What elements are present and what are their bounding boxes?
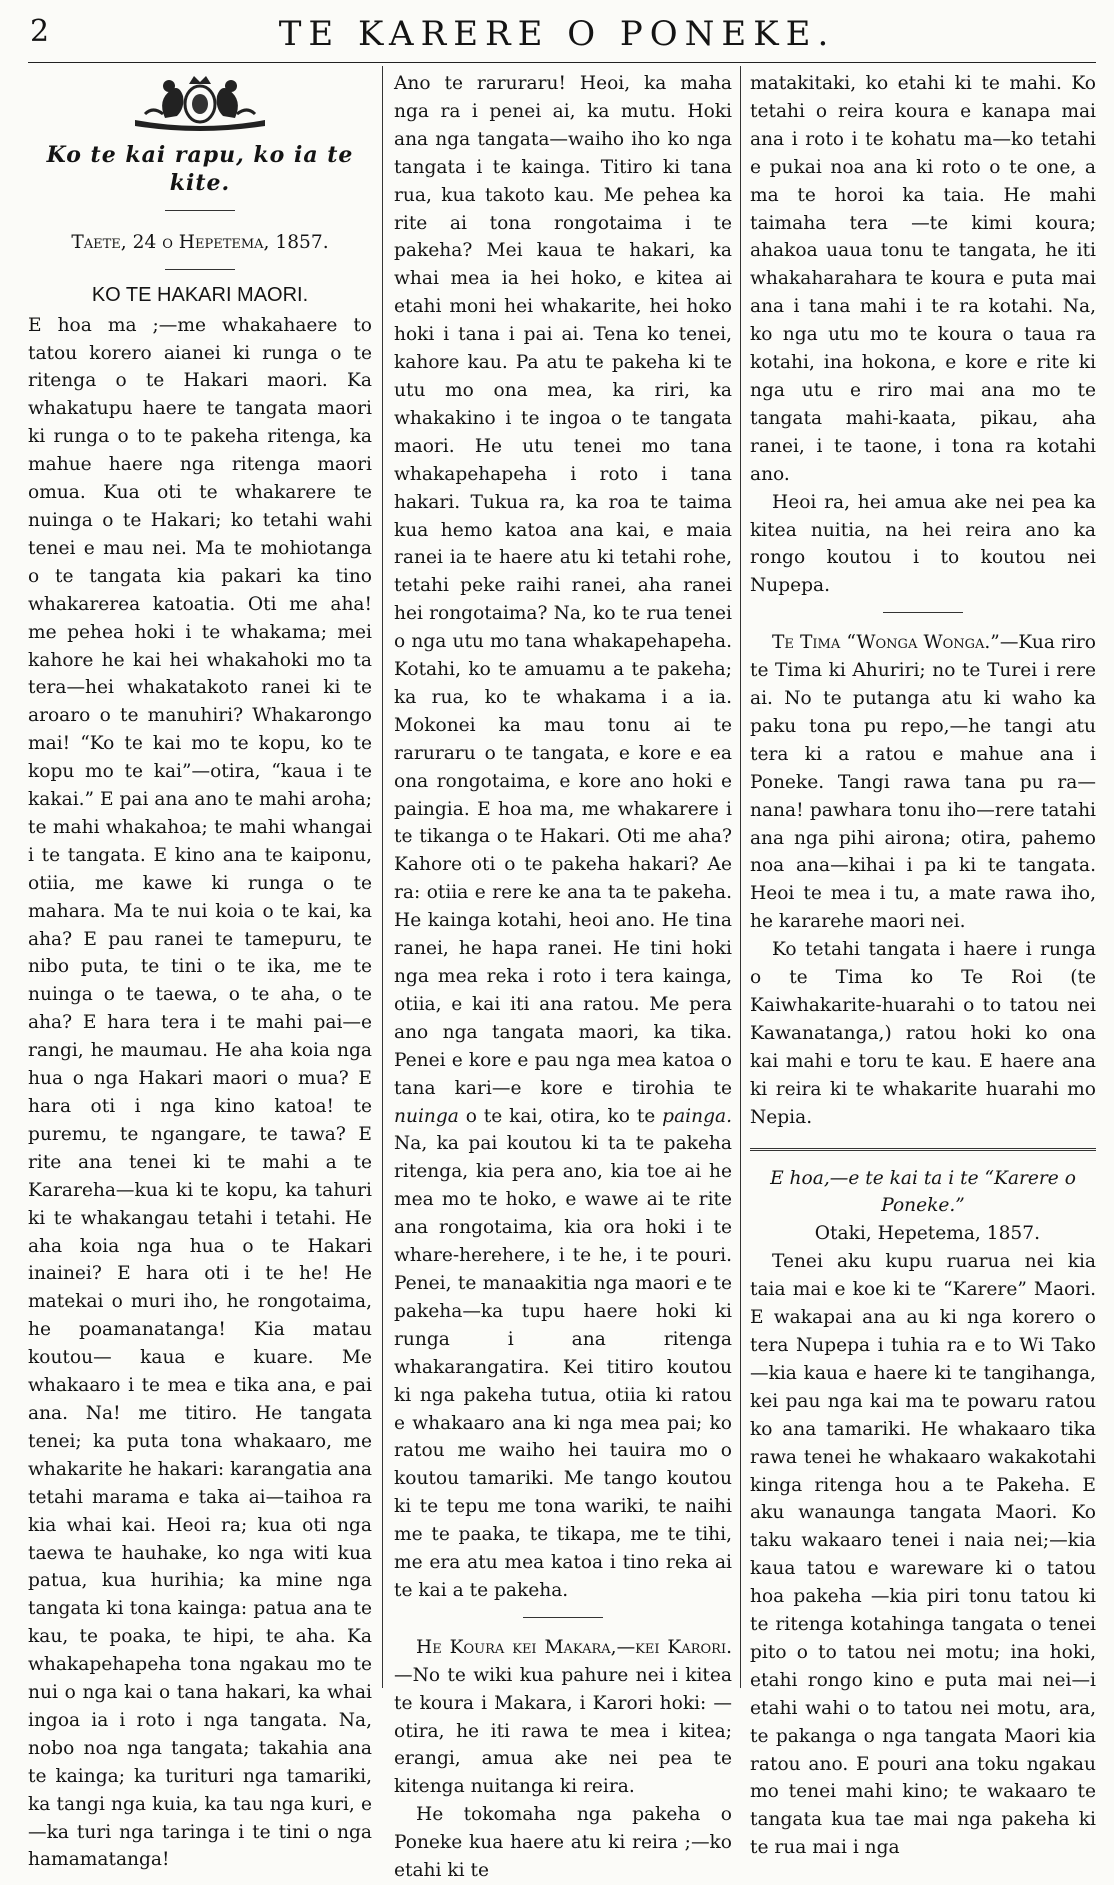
page-number: 2 (30, 14, 50, 49)
paragraph: Heoi ra, hei amua ake nei pea ka kitea nuitia, na hei reira ano ka rongo koutou i to koutou nei Nupepa. (750, 491, 1096, 597)
news-item-steamer (750, 629, 1096, 936)
paragraph: He tokomaha nga pakeha o Poneke kua haere atu ki reira ;—ko etahi ki te (394, 1804, 732, 1882)
masthead-title: TE KARERE O PONEKE. (278, 14, 836, 54)
royal-crest-icon (115, 70, 285, 132)
news-heading: Te Tima “Wonga Wonga.” (772, 632, 1000, 654)
letter-heading: E hoa,—e te kai ta i te “Karere o Poneke.” (770, 1167, 1076, 1217)
paragraph: matakitaki, ko etahi ki te mahi. Ko tetahi o reira koura e kanapa mai ana i roto i te kohatu ma—ko tetahi e pukai noa ana ki roto o te one, a ma te horoi ka taia. He mahi taimaha tera —te kimi koura; ahakoa uaua tonu te tangata, he iti whakaharahara te koura e puta mai ana i tana mahi i te ra kotahi. Na, ko nga utu mo te koura o taua ra kotahi, ina hokona, e kore e rite ki nga utu e riro mai ana mo te tangata mahi-kaata, pikau, aha ranei, i te taone, i tona ra kotahi ano. (750, 73, 1096, 485)
letter-body: Tenei aku kupu ruarua nei kia taia mai e koe ki te “Karere” Maori. E wakapai ana au ki nga korero o tera Nupepa i tuhia ra e to Wi Tako —kia kaua e haere ki te tangihanga, kei pau nga kai ma te powaru ratou ko ana tamariki. He whakaaro tika rawa tenei he whakaaro wakakotahi kinga ritenga hou a te Pakeha. E aku wanaunga tangata Maori. Ko taku wakaaro tenei i naia nei;—kia kaua tatou e wareware ki o tatou hoa pakeha —kia piri tonu tatou ki te ritenga kotahinga tangata o tenei pito o to tatou nei motu; ina hoki, etahi rongo kino e puta mai nei—i etahi wahi o to tatou nei motu, ara, te pakanga o nga tangata Maori kia ratou ano. E pouri ana toku ngakau mo tenei mahi kino; te wakaaro te tangata kua tae mai nga pakeha ki te rua mai i nga (750, 1251, 1096, 1859)
news-text: —Kua riro te Tima ki Ahuriri; no te Turei i rere ai. No te putanga atu ki waho ka paku tona pu repo,—he tangi atu tera ki a ratou e mahue ana i Poneke. Tangi rawa tana pu ra—nana! pawhara tonu iho—rere tatahi ana nga pihi airona; otira, pahemo noa ana—kihai i pa ki te tangata. Heoi te mea i tu, a mate rawa iho, he kararehe maori nei. (750, 632, 1096, 933)
news-text: —No te wiki kua pahure nei i kitea te koura i Makara, i Karori hoki: —otira, he iti rawa te mea i kitea; erangi, amua ake nei pea te kitenga nuitanga ki reira. (394, 1664, 732, 1798)
column-divider (382, 66, 383, 1688)
header-rule (28, 62, 1096, 63)
news-heading: He Koura kei Makara,—kei Karori. (416, 1636, 732, 1658)
article-text: Na, ka pai koutou ki ta te pakeha ritenga, kia pera ano, kia toe ai he mea mo te hoko, e wawe ai te rite ana rongotaima, kia ora hoki i te whare-herehere, i te he, i te pouri. Penei, te manaakitia nga maori e te pakeha—ka tupu haere hoki ki runga i ana ritenga whakarangatira. Kei titiro koutou ki nga pakeha tutua, otiia ki ratou e whakaaro ana ki nga mea pai; ko ratou me waiho hei tauira mo o koutou tamariki. Me tango koutou ki te tepu me tona wariki, te naihi me te paaka, te tikapa, me te tihi, me era atu mea katoa i tino reka ai te kai a te pakeha. (394, 1133, 732, 1601)
article-title: KO TE HAKARI MAORI. (91, 283, 309, 306)
rule (883, 612, 963, 613)
article-text: Ano te raruraru! Heoi, ka maha nga ra i penei ai, ka mutu. Hoki ana nga tangata—waiho iho ko nga tangata i te kainga. Titiro ki tana rua, kua takoto kau. Me pehea ka rite ai tona rongotaima i te pakeha? Mei kaua te hakari, ka whai mea ia hei hoko, e kitea ai etahi moni hei whakarite, hei hoko hoki i tana i pai ai. Tena ko tenei, kahore kau. Pa atu te pakeha ki te utu mo ona mea, ka riri, ka whakakino i te ingoa o te tangata maori. He utu tenei mo tana whakapehapeha i roto i tana hakari. Tukua ra, ka roa te taima kua hemo katoa ana kai, e maia ranei ia te haere atu ki tetahi rohe, tetahi peke raihi ranei, aha ranei hei rongotaima? Na, ko te rua tenei o nga utu mo tana whakapehapeha. Kotahi, ko te amuamu a te pakeha; ka rua, ko te whakama i a ia. Mokonei ka mau tonu ai te raruraru o te tangata, e kore e ea ona rongotaima, e kore ano hoki e paingia. E hoa ma, me whakarere i te tikanga o te Hakari. Oti me aha? Kahore oti o te pakeha hakari? Ae ra: otiia e rere ke ana ta te pakeha. He kainga kotahi, heoi ano. He tina ranei, he hapa ranei. He tini hoki nga mea reka i roto i tera kainga, otiia, e kai iti ana ratou. Me pera ano nga tangata maori, ka tika. Penei e kore e pau nga mea katoa o tana kari—e kore e tirohia te (394, 73, 732, 1099)
news-item-gold (394, 1634, 732, 1801)
rule (523, 1617, 603, 1618)
column-2 (394, 70, 732, 1885)
column-3 (750, 70, 1096, 1862)
italic-word: painga. (662, 1105, 732, 1127)
column-1 (28, 70, 372, 1874)
rule (165, 210, 235, 211)
paragraph: Ko tetahi tangata i haere i runga o te Tima ko Te Roi (te Kaiwhakarite-huarahi o to tatou nei Kawanatanga,) ratou hoki ko ona kai mahi e toru te kau. E haere ana ki reira ki te whakarite huarahi mo Nepia. (750, 939, 1096, 1128)
section-rule (750, 1148, 1096, 1151)
masthead-motto: Ko te kai rapu, ko ia te kite. (46, 142, 354, 196)
dateline: Taete, 24 o Hepetema, 1857. (71, 231, 329, 253)
column-divider (740, 66, 741, 1688)
rule (165, 269, 235, 270)
article-body: E hoa ma ;—me whakahaere to tatou korero aianei ki runga o te ritenga o te Hakari maori. Ka whakatupu haere te tangata maori ki runga o to te pakeha ritenga, ka mahue haere nga ritenga maori omua. Kua oti te whakarere te nuinga o te Hakari; ko tetahi wahi tenei e mau nei. Ma te mohiotanga o te tangata kia pakari ka tino whakarerea katoatia. Oti me aha! me pehea hoki i te whakama; mei kahore he kai hei whakahoki mo ta tera—hei whakatakoto ranei ki te aroaro o te manuhiri? Whakarongo mai! “Ko te kai mo te kopu, ko te kopu mo te kai”—otira, “kaua i te kakai.” E pai ana ano te mahi aroha; te mahi whakahoa; te mahi whangai i te tangata. E kino ana te kaiponu, otiia, me kawe ki runga o te mahara. Ma te nui koia o te kai, ka aha? E pau ranei te tamepuru, te nibo puta, te tini o te ika, me te nuinga o te taewa, o te aha, o te aha? E hara tera i te mahi pai—e rangi, he maumau. He aha koia nga hua o nga Hakari maori o mua? E hara oti i nga kino katoa! te puremu, te ngangare, te tawa? E rite ana tenei ki te mahi a te Karareha—kua ki te kopu, ka tahuri ki te whakangau tetahi i tetahi. He aha koia nga hua o te Hakari inainei? E hara oti i te he! He matekai o muri iho, he rongotaima, he poamanatanga! Kia matau koutou— kaua e kuare. Me whakaaro i te mea e tika ana, e pai ana. Na! me titiro. He tangata tenei; ka puta tona whakaaro, me whakarite he hakari: karangatia ana tetahi marama e taka ai—taihoa ra kia whai kai. Heoi ra; kua oti nga taewa te hauhake, ko nga witi kua patua, kua hurihia; ka mine nga tangata ki tona kainga: patua ana te kau, te poaka, te hipi, te aha. Ka whakapehapeha tona ngakau mo te nui o nga kai o tana hakari, ka whai ingoa ia i roto i nga tangata. Na, nobo noa nga tangata; takahia ana te kainga; ka turituri nga tamariki, ka tangi nga kuia, ka tau nga kuri, e—ka turi nga taringa i te tini o nga hamamatanga! (28, 314, 372, 1871)
letter-place-date: Otaki, Hepetema, 1857. (814, 1223, 1040, 1245)
article-continuation (394, 70, 732, 1605)
article-text: o te kai, otira, ko te (465, 1105, 656, 1127)
italic-word: nuinga (394, 1105, 459, 1127)
